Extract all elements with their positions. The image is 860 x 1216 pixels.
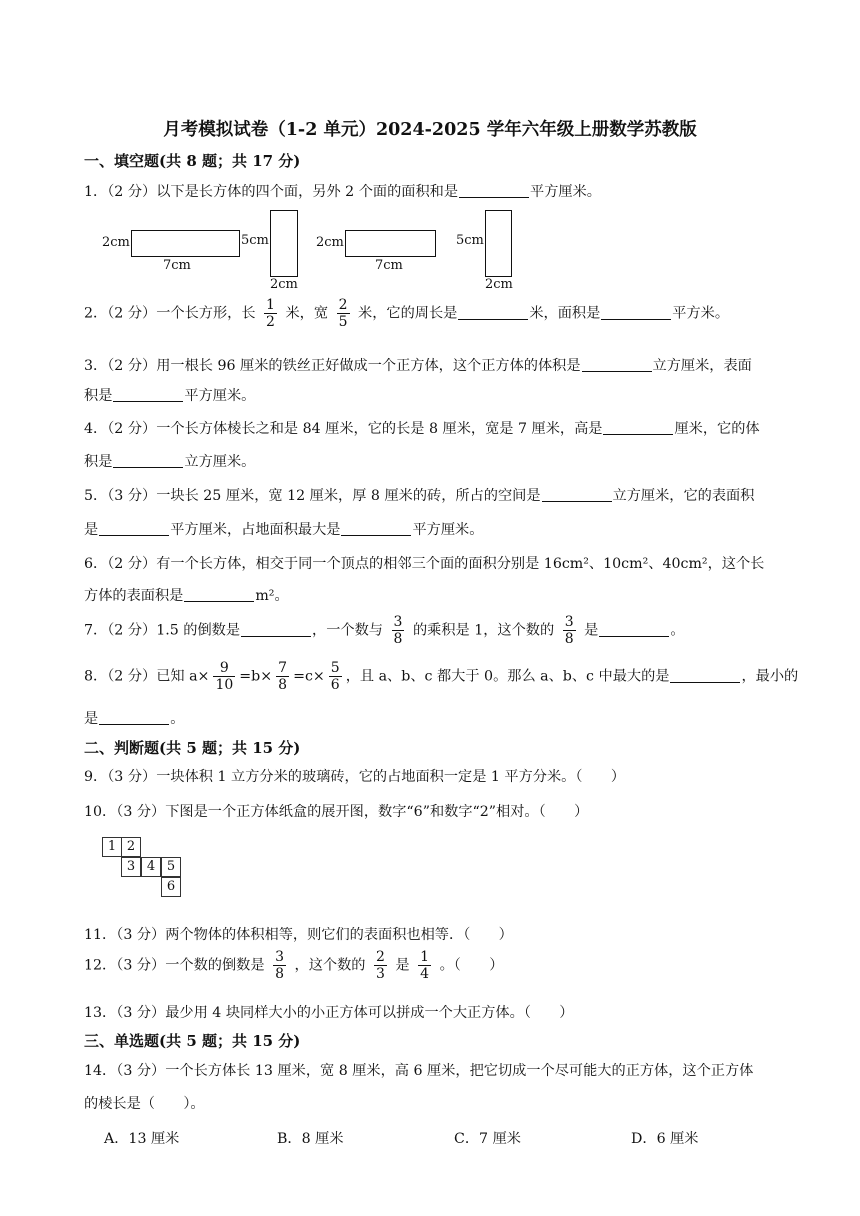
face-4-height-label: 5cm xyxy=(456,233,484,248)
face-3-width-label: 7cm xyxy=(375,258,403,273)
question-7: 7．（2 分）1.5 的倒数是 ，一个数与 $\frac{3}{8}$ 的乘积是 1，这个数的 $\frac{3}{8}$ 是 。 xyxy=(84,614,685,648)
question-9: 9．（3 分）一块体积 1 立方分米的玻璃砖，它的占地面积一定是 1 平方分米。（ ） xyxy=(84,769,626,785)
face-2-width-label: 2cm xyxy=(270,277,298,292)
answer-blank[interactable] xyxy=(601,304,671,319)
answer-blank[interactable] xyxy=(99,710,169,725)
fraction: $\frac{7}{8}$ xyxy=(278,660,288,694)
fraction: $\frac{5}{6}$ xyxy=(330,660,340,694)
option-c[interactable]: C．7 厘米 xyxy=(454,1131,521,1147)
section-heading-true-false: 二、判断题(共 5 题；共 15 分) xyxy=(84,739,301,757)
net-cell-5: 5 xyxy=(161,857,181,877)
answer-blank[interactable] xyxy=(113,387,183,402)
face-rect-3 xyxy=(345,230,436,257)
answer-blank[interactable] xyxy=(603,420,673,435)
fraction: $\frac{2}{5}$ xyxy=(338,297,348,331)
answer-blank[interactable] xyxy=(241,621,311,636)
answer-blank[interactable] xyxy=(99,521,169,536)
face-rect-1 xyxy=(131,230,240,257)
answer-blank[interactable] xyxy=(341,521,411,536)
question-4-line-1: 4．（2 分）一个长方体棱长之和是 84 厘米，它的长是 8 厘米，宽是 7 厘米，高是 厘米，它的体 xyxy=(84,421,760,437)
question-6-line-2: 方体的表面积是 m²。 xyxy=(84,588,289,604)
option-a[interactable]: A．13 厘米 xyxy=(104,1131,180,1147)
question-12: 12．（3 分）一个数的倒数是 $\frac{3}{8}$ ，这个数的 $\frac{2}{3}$ 是 $\frac{1}{4}$ 。（ ） xyxy=(84,949,504,983)
question-3-line-1: 3．（2 分）用一根长 96 厘米的铁丝正好做成一个正方体，这个正方体的体积是 立方厘米，表面 xyxy=(84,358,752,374)
answer-blank[interactable] xyxy=(459,183,529,198)
question-1: 1．（2 分）以下是长方体的四个面，另外 2 个面的面积和是 平方厘米。 xyxy=(84,184,601,200)
option-d[interactable]: D．6 厘米 xyxy=(631,1131,699,1147)
face-1-height-label: 2cm xyxy=(102,235,130,250)
answer-blank[interactable] xyxy=(184,587,254,602)
fraction: $\frac{9}{10}$ xyxy=(215,660,234,694)
net-cell-6: 6 xyxy=(161,877,181,897)
fraction: $\frac{3}{8}$ xyxy=(275,949,284,983)
question-5-line-1: 5．（3 分）一块长 25 厘米，宽 12 厘米，厚 8 厘米的砖，所占的空间是 立方厘米，它的表面积 xyxy=(84,488,755,504)
question-6-line-1: 6．（2 分）有一个长方体，相交于同一个顶点的相邻三个面的面积分别是 16cm²、10cm²、40cm²，这个长 xyxy=(84,556,765,572)
face-rect-4 xyxy=(485,210,512,277)
question-11: 11．（3 分）两个物体的体积相等，则它们的表面积也相等．（ ） xyxy=(84,927,513,943)
question-13: 13．（3 分）最少用 4 块同样大小的小正方体可以拼成一个大正方体。（ ） xyxy=(84,1005,574,1021)
question-8-line-1: 8．（2 分）已知 a× $\frac{9}{10}$ =b× $\frac{7}{8}$ =c× $\frac{5}{6}$ ，且 a、b、c 都大于 0。那么 a、b、c 中最大的是 ，最小的 xyxy=(84,660,799,694)
question-14-line-2: 的棱长是（ ）。 xyxy=(84,1096,205,1112)
face-3-height-label: 2cm xyxy=(316,235,344,250)
question-4-line-2: 积是 立方厘米。 xyxy=(84,454,256,470)
answer-blank[interactable] xyxy=(582,357,652,372)
face-1-width-label: 7cm xyxy=(163,258,191,273)
option-b[interactable]: B．8 厘米 xyxy=(277,1131,344,1147)
fraction: $\frac{1}{2}$ xyxy=(266,297,275,331)
fraction: $\frac{1}{4}$ xyxy=(420,949,430,983)
answer-blank[interactable] xyxy=(542,487,612,502)
question-8-line-2: 是 。 xyxy=(84,711,185,727)
answer-blank[interactable] xyxy=(458,304,528,319)
question-10: 10．（3 分）下图是一个正方体纸盒的展开图，数字“6”和数字“2”相对。（ ） xyxy=(84,804,589,820)
answer-blank[interactable] xyxy=(670,667,740,682)
section-heading-fill-blank: 一、填空题(共 8 题；共 17 分) xyxy=(84,152,301,170)
face-4-width-label: 2cm xyxy=(485,277,513,292)
fraction: $\frac{3}{8}$ xyxy=(564,614,574,648)
question-14-line-1: 14．（3 分）一个长方体长 13 厘米，宽 8 厘米，高 6 厘米，把它切成一个尽可能大的正方体，这个正方体 xyxy=(84,1063,754,1079)
question-5-line-2: 是 平方厘米，占地面积最大是 平方厘米。 xyxy=(84,522,484,538)
net-cell-1: 1 xyxy=(102,837,122,857)
face-rect-2 xyxy=(270,210,298,277)
answer-blank[interactable] xyxy=(599,621,669,636)
page-title: 月考模拟试卷（1-2 单元）2024-2025 学年六年级上册数学苏教版 xyxy=(163,120,697,140)
net-cell-3: 3 xyxy=(121,857,141,877)
answer-blank[interactable] xyxy=(113,453,183,468)
net-cell-4: 4 xyxy=(141,857,161,877)
question-3-line-2: 积是 平方厘米。 xyxy=(84,388,256,404)
section-heading-single-choice: 三、单选题(共 5 题；共 15 分) xyxy=(84,1032,301,1050)
net-cell-2: 2 xyxy=(121,837,141,857)
fraction: $\frac{3}{8}$ xyxy=(393,614,403,648)
face-2-height-label: 5cm xyxy=(241,233,269,248)
fraction: $\frac{2}{3}$ xyxy=(375,949,385,983)
question-2: 2．（2 分）一个长方形，长 $\frac{1}{2}$ 米，宽 $\frac{2}{5}$ 米，它的周长是 米，面积是 平方米。 xyxy=(84,297,730,331)
